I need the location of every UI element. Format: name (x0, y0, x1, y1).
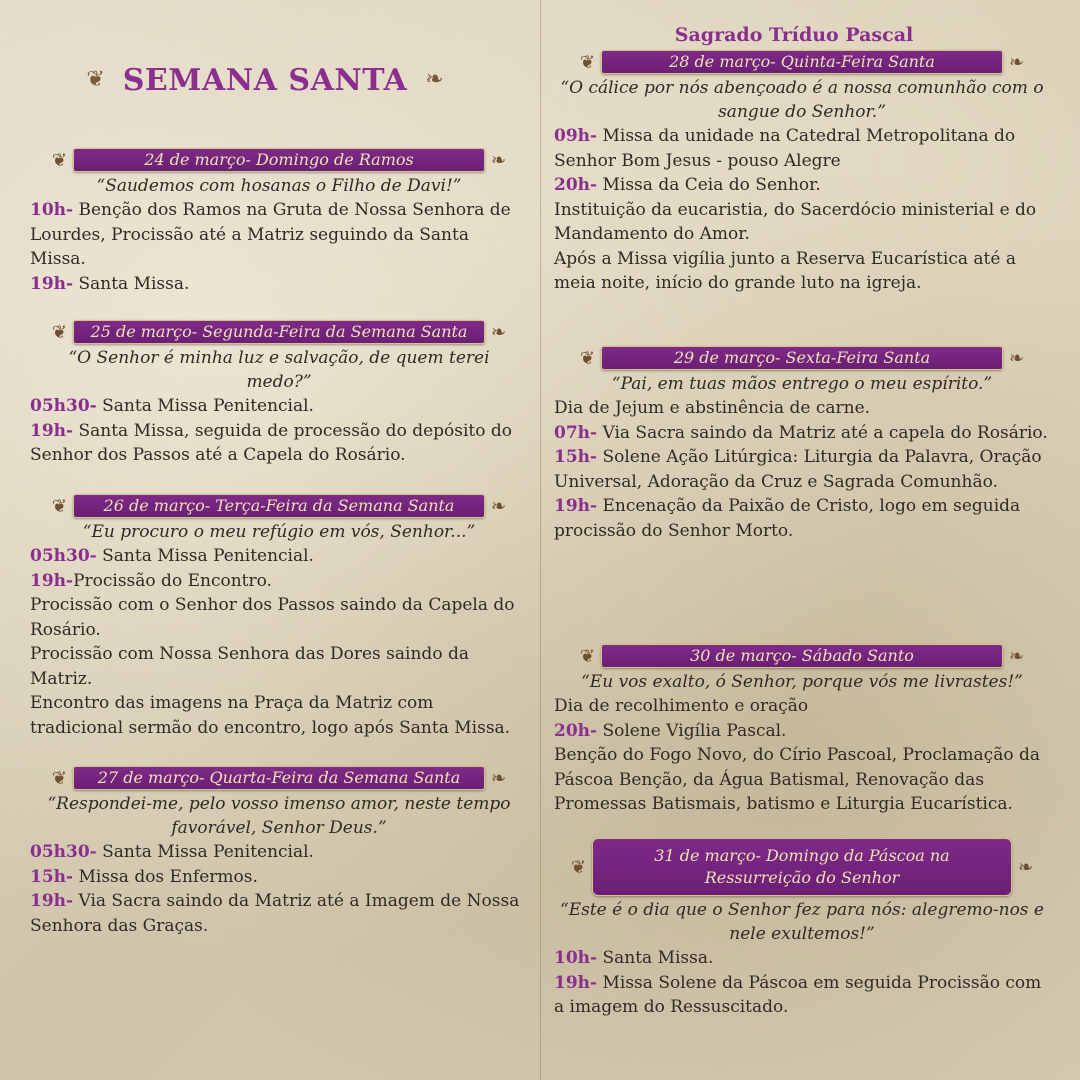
day-banner: 30 de março- Sábado Santo (601, 644, 1003, 668)
scroll-flourish-icon: ❧ (1018, 856, 1034, 878)
schedule-entry (554, 173, 1050, 198)
entry-time: 05h30- (30, 396, 97, 416)
entry-text: Santa Missa, seguida de processão do depósito do Senhor dos Passos até a Capela do Rosário. (30, 420, 513, 465)
day-quote: “O Senhor é minha luz e salvação, de quem terei medo?” (68, 348, 490, 392)
scroll-flourish-icon: ❧ (1009, 645, 1025, 667)
scroll-flourish-icon: ❧ (491, 149, 507, 171)
entry-text: Missa da Ceia do Senhor. (597, 175, 821, 195)
day-section (554, 838, 1050, 1020)
scroll-flourish-icon: ❦ (51, 495, 67, 517)
day-banner: 29 de março- Sexta-Feira Santa (601, 346, 1003, 370)
entry-time: 10h- (30, 200, 74, 220)
entry-text: Benção do Fogo Novo, do Círio Pascoal, Proclamação da Páscoa Benção, da Água Batismal, Renovação das Promessas Batismais, batismo e Liturgia Eucarística. (554, 745, 1040, 814)
day-quote: “Eu procuro o meu refúgio em vós, Senhor...” (82, 522, 476, 542)
scroll-flourish-icon: ❦ (570, 856, 586, 878)
entry-text: Missa da unidade na Catedral Metropolitana do Senhor Bom Jesus - pouso Alegre (554, 126, 1016, 171)
day-banner: 24 de março- Domingo de Ramos (73, 148, 485, 172)
entry-text: Dia de Jejum e abstinência de carne. (554, 398, 871, 418)
schedule-entry (30, 544, 528, 569)
scroll-flourish-icon: ❧ (1009, 347, 1025, 369)
schedule-entry (30, 889, 528, 938)
day-banner: 31 de março- Domingo da Páscoa na Ressurreição do Senhor (592, 838, 1012, 896)
entry-text: Procissão com Nossa Senhora das Dores saindo da Matriz. (30, 644, 469, 689)
schedule-entry (554, 421, 1050, 446)
schedule-entry (30, 642, 528, 691)
entry-text: Instituição da eucaristia, do Sacerdócio ministerial e do Mandamento do Amor. (554, 199, 1037, 244)
day-section (554, 346, 1050, 543)
entry-text: Procissão do Encontro. (73, 570, 272, 591)
day-quote: “Respondei-me, pelo vosso imenso amor, neste tempo favorável, Senhor Deus.” (47, 794, 511, 838)
schedule-entry (30, 198, 528, 272)
schedule-entry (554, 719, 1050, 744)
entry-text: Via Sacra saindo da Matriz até a Imagem de Nossa Senhora das Graças. (30, 891, 520, 936)
day-quote: “Eu vos exalto, ó Senhor, porque vós me livrastes!” (581, 672, 1023, 692)
day-section (554, 50, 1050, 296)
entry-text: Santa Missa Penitencial. (96, 842, 314, 862)
scroll-flourish-icon: ❦ (579, 51, 595, 73)
day-section (30, 494, 528, 740)
schedule-entry (554, 494, 1050, 543)
day-banner: 26 de março- Terça-Feira da Semana Santa (73, 494, 485, 518)
entry-text: Missa Solene da Páscoa em seguida Procissão com a imagem do Ressuscitado. (554, 972, 1042, 1017)
day-banner: 28 de março- Quinta-Feira Santa (601, 50, 1003, 74)
schedule-entry (30, 865, 528, 890)
schedule-entry (554, 743, 1050, 817)
entry-time: 07h- (554, 422, 598, 443)
schedule-entry (554, 971, 1050, 1020)
entry-text: Via Sacra saindo da Matriz até a capela do Rosário. (597, 422, 1048, 443)
entry-text: Solene Vigília Pascal. (597, 720, 787, 741)
entry-text: Benção dos Ramos na Gruta de Nossa Senhora de Lourdes, Procissão até a Matriz seguindo da Santa Missa. (30, 200, 511, 269)
entry-text: Santa Missa. (73, 273, 190, 294)
day-quote: “Pai, em tuas mãos entrego o meu espírito.” (611, 374, 993, 394)
entry-text: Santa Missa. (597, 948, 714, 968)
entry-time: 20h- (554, 175, 598, 195)
scroll-flourish-icon: ❦ (51, 321, 67, 343)
entry-time: 19h- (30, 420, 74, 441)
entry-text: Encontro das imagens na Praça da Matriz com tradicional sermão do encontro, logo após Santa Missa. (30, 693, 511, 738)
day-quote: “Este é o dia que o Senhor fez para nós: alegremo-nos e nele exultemos!” (560, 900, 1044, 944)
scroll-flourish-icon: ❧ (425, 67, 444, 92)
entry-time: 05h30- (30, 842, 97, 862)
scroll-flourish-icon: ❦ (579, 347, 595, 369)
schedule-entry (30, 691, 528, 740)
day-quote: “Saudemos com hosanas o Filho de Davi!” (96, 176, 462, 196)
entry-text: Encenação da Paixão de Cristo, logo em seguida procissão do Senhor Morto. (554, 496, 1021, 541)
entry-text: Solene Ação Litúrgica: Liturgia da Palavra, Oração Universal, Adoração da Cruz e Sagrada Comunhão. (554, 447, 1042, 492)
entry-time: 05h30- (30, 546, 97, 566)
entry-time: 19h- (554, 972, 598, 993)
schedule-entry (30, 840, 528, 865)
schedule-entry (554, 445, 1050, 494)
entry-text: Santa Missa Penitencial. (96, 396, 314, 416)
day-section (554, 644, 1050, 817)
scroll-flourish-icon: ❦ (579, 645, 595, 667)
triduo-title: Sagrado Tríduo Pascal (674, 24, 914, 46)
day-banner: 25 de março- Segunda-Feira da Semana Santa (73, 320, 485, 344)
scroll-flourish-icon: ❦ (51, 767, 67, 789)
schedule-entry (554, 124, 1050, 173)
entry-time: 19h- (554, 496, 598, 516)
day-banner: 27 de março- Quarta-Feira da Semana Santa (73, 766, 485, 790)
entry-time: 10h- (554, 948, 598, 968)
schedule-entry (554, 247, 1050, 296)
entry-time: 15h- (554, 447, 598, 467)
scroll-flourish-icon: ❦ (51, 149, 67, 171)
entry-text: Santa Missa Penitencial. (96, 546, 314, 566)
schedule-entry (554, 396, 1050, 421)
column-divider (540, 0, 541, 1080)
schedule-entry (30, 593, 528, 642)
scroll-flourish-icon: ❧ (1009, 51, 1025, 73)
page-title (30, 58, 500, 102)
entry-text: Dia de recolhimento e oração (554, 696, 809, 716)
scroll-flourish-icon: ❦ (86, 67, 105, 92)
entry-time: 19h- (30, 273, 74, 294)
entry-time: 09h- (554, 126, 598, 146)
entry-time: 15h- (30, 866, 74, 887)
schedule-entry (30, 569, 528, 594)
entry-time: 19h- (30, 570, 74, 591)
scroll-flourish-icon: ❧ (491, 321, 507, 343)
entry-time: 20h- (554, 720, 598, 741)
schedule-entry (554, 694, 1050, 719)
scroll-flourish-icon: ❧ (491, 495, 507, 517)
day-section (30, 148, 528, 296)
schedule-entry (554, 198, 1050, 247)
schedule-entry (30, 419, 528, 468)
entry-time: 19h- (30, 891, 74, 911)
entry-text: Após a Missa vigília junto a Reserva Eucarística até a meia noite, início do grande luto na igreja. (554, 248, 1016, 293)
entry-text: Procissão com o Senhor dos Passos saindo da Capela do Rosário. (30, 595, 515, 640)
entry-text: Missa dos Enfermos. (73, 866, 258, 887)
scroll-flourish-icon: ❧ (491, 767, 507, 789)
day-section (30, 766, 528, 938)
day-quote: “O cálice por nós abençoado é a nossa comunhão com o sangue do Senhor.” (560, 78, 1044, 122)
schedule-entry (30, 272, 528, 297)
day-section (30, 320, 528, 468)
page-title-text: SEMANA SANTA (122, 62, 408, 98)
schedule-entry (554, 946, 1050, 971)
schedule-entry (30, 394, 528, 419)
